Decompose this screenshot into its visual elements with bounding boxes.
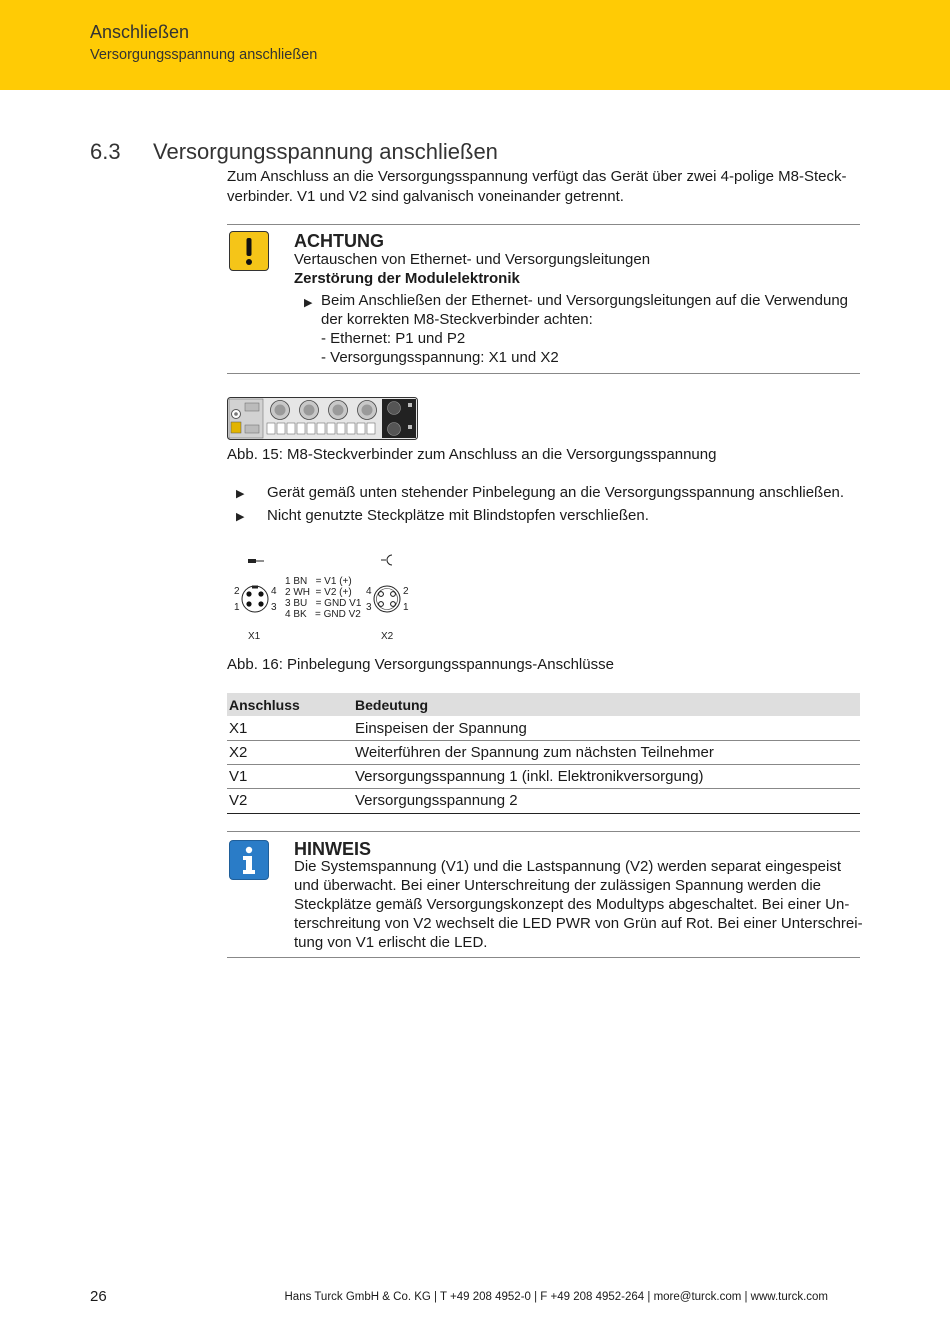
pin-number: 1 — [234, 602, 240, 613]
section-title: Versorgungsspannung anschließen — [153, 139, 498, 164]
note-line: terschreitung von V2 wechselt die LED PWR von Grün auf Rot. Bei einer Unterschrei- — [294, 915, 863, 932]
pin-number: 3 — [366, 602, 372, 613]
figure-16-caption: Abb. 16: Pinbelegung Versorgungsspannungs-Anschlüsse — [227, 656, 614, 673]
table-row-rule — [227, 788, 860, 789]
table-header-row — [227, 693, 860, 716]
warning-bullet-line: - Versorgungsspannung: X1 und X2 — [321, 349, 559, 366]
table-cell: Versorgungsspannung 2 — [355, 792, 518, 809]
note-bottom-rule — [227, 957, 860, 958]
x2-label: X2 — [381, 631, 394, 642]
table-bottom-rule — [227, 813, 860, 814]
note-line: tung von V1 erlischt die LED. — [294, 934, 488, 951]
table-cell: X2 — [229, 744, 248, 761]
warning-bottom-rule — [227, 373, 860, 374]
warning-line-2: Zerstörung der Modulelektronik — [294, 270, 520, 287]
pin-assignment: 3 BU = GND V1 — [285, 598, 362, 609]
subchapter-title: Versorgungsspannung anschließen — [90, 47, 318, 63]
pin-assignment: 1 BN = V1 (+) — [285, 576, 352, 587]
section-number: 6.3 — [90, 139, 121, 164]
table-row-rule — [227, 764, 860, 765]
figure-15-caption: Abb. 15: M8-Steckverbinder zum Anschluss an die Versorgungsspannung — [227, 446, 717, 463]
device-figure — [227, 397, 419, 446]
x1-connector-pins — [240, 584, 270, 614]
footer-contact: Hans Turck GmbH & Co. KG | T +49 208 4952-0 | F +49 208 4952-264 | more@turck.com | www.turck.com — [284, 1291, 828, 1303]
table-header-cell: Bedeutung — [355, 697, 429, 713]
warning-bullet-line: der korrekten M8-Steckverbinder achten: — [321, 311, 593, 328]
pin-assignment: 2 WH = V2 (+) — [285, 587, 352, 598]
step-item: Nicht genutzte Steckplätze mit Blindstopfen verschließen. — [267, 507, 649, 524]
bullet-triangle-icon: ▶ — [304, 297, 313, 309]
note-line: und überwacht. Bei einer Unterschreitung der zulässigen Spannung werden die — [294, 877, 821, 894]
pin-assignment: 4 BK = GND V2 — [285, 609, 361, 620]
table-cell: Versorgungsspannung 1 (inkl. Elektronikversorgung) — [355, 768, 704, 785]
pin-number: 2 — [403, 586, 409, 597]
x2-connector-pins — [372, 584, 402, 614]
socket-symbol-icon — [380, 553, 396, 567]
note-top-rule — [227, 831, 860, 832]
table-cell: V1 — [229, 768, 248, 785]
pin-number: 2 — [234, 586, 240, 597]
plug-symbol-icon — [247, 556, 267, 566]
table-row-rule — [227, 740, 860, 741]
pin-number: 1 — [403, 602, 409, 613]
note-line: Steckplätze gemäß Versorgungskonzept des Modultyps abgeschaltet. Bei einer Un- — [294, 896, 850, 913]
note-title: HINWEIS — [294, 839, 372, 859]
info-icon — [229, 840, 269, 880]
warning-top-rule — [227, 224, 860, 225]
pin-number: 4 — [366, 586, 372, 597]
warning-bullet-line: Beim Anschließen der Ethernet- und Versorgungsleitungen auf die Verwendung — [321, 292, 849, 309]
page-header — [0, 0, 950, 90]
warning-bullet-line: - Ethernet: P1 und P2 — [321, 330, 466, 347]
table-cell: Einspeisen der Spannung — [355, 720, 527, 737]
x1-label: X1 — [248, 631, 261, 642]
note-line: Die Systemspannung (V1) und die Lastspannung (V2) werden separat eingespeist — [294, 858, 842, 875]
page-number: 26 — [90, 1288, 107, 1305]
table-cell: V2 — [229, 792, 248, 809]
table-cell: Weiterführen der Spannung zum nächsten Teilnehmer — [355, 744, 714, 761]
warning-exclamation-icon — [229, 231, 269, 271]
intro-paragraph: Zum Anschluss an die Versorgungsspannung verfügt das Gerät über zwei 4-polige M8-Steck- verbinder. V1 und V2 sind galvanisch voneinander getrennt. — [227, 168, 847, 205]
warning-line-1: Vertauschen von Ethernet- und Versorgungsleitungen — [294, 251, 651, 268]
warning-title: ACHTUNG — [294, 231, 384, 251]
table-header-cell: Anschluss — [229, 697, 300, 713]
table-cell: X1 — [229, 720, 248, 737]
bullet-triangle-icon: ▶ — [236, 511, 245, 523]
step-item: Gerät gemäß unten stehender Pinbelegung an die Versorgungsspannung anschließen. — [267, 484, 845, 501]
chapter-title: Anschließen — [90, 22, 190, 42]
bullet-triangle-icon: ▶ — [236, 488, 245, 500]
pin-number: 3 — [271, 602, 277, 613]
pin-number: 4 — [271, 586, 277, 597]
